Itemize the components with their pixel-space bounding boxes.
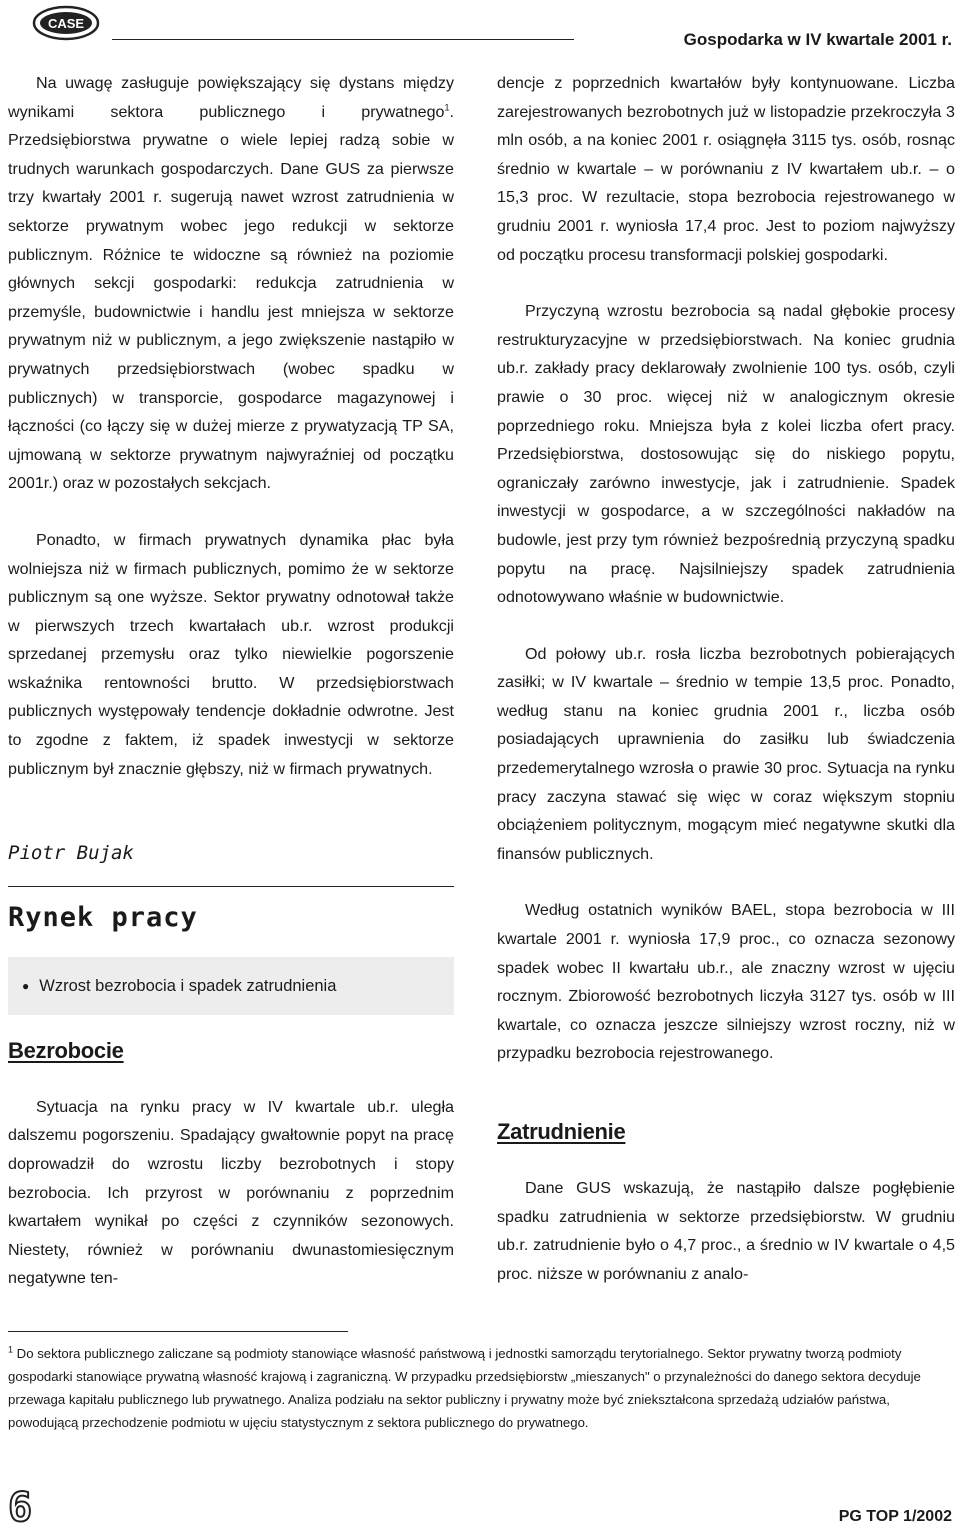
footnote-ref[interactable]: 1	[444, 102, 450, 113]
section-title: Rynek pracy	[8, 901, 198, 933]
paragraph-wages: Ponadto, w firmach prywatnych dynamika płac była wolniejsza niż w firmach publicznych, pomimo że w sektorze publicznym są one wyższe. Sektor prywatny odnotował także w pierwszych trzech kwartałach ub.r. wzrost produkcji sprzedanej przemysłu oraz tylko niewielkie pogorszenie wskaźnika rentowności brutto. W przedsiębiorstwach publicznych występowały tendencje dokładnie odwrotne. Jest to zgodne z faktem, iż spadek inwestycji w sektorze publicznym był znacznie głębszy, niż w firmach prywatnych.	[8, 530, 454, 778]
right-column	[497, 69, 955, 1288]
journal-issue: PG TOP 1/2002	[838, 1508, 952, 1525]
subhead-bezrobocie: Bezrobocie	[8, 1037, 124, 1063]
subhead-zatrudnienie: Zatrudnienie	[497, 1119, 626, 1144]
running-title: Gospodarka w IV kwartale 2001 r.	[683, 30, 952, 49]
paragraph-labour-market: Sytuacja na rynku pracy w IV kwartale ub.r. uległa dalszemu pogorszeniu. Spadający gwałtownie popyt na pracę doprowadził do wzrostu liczby bezrobotnych i stopy bezrobocia. Ich przyrost w porównaniu z poprzednim kwartałem wynikał po części z czynników sezonowych. Niestety, również w porównaniu dwunastomiesięcznym negatywne ten-	[8, 1097, 454, 1288]
page-header	[0, 0, 960, 52]
logo-text: CASE	[47, 16, 85, 31]
footnote-text: Do sektora publicznego zaliczane są podmioty stanowiące własność państwową i jednostki samorządu terytorialnego. Sektor prywatny tworzą podmioty gospodarki stanowiące prywatną własność krajową i zagraniczną. W przypadku przedsiębiorstw „mieszanych" o przynależności do danego sektora decyduje przewaga kapitału publicznego lub prywatnego. Analiza podziału na sektor publiczny i prywatny może być zniekształcona sprzedażą udziałów państwa, powodującą przechodzenie podmiotu w ujęciu statystycznym z sektora publicznego do prywatnego.	[8, 1346, 921, 1430]
left-column	[8, 69, 454, 1293]
header-rule	[112, 39, 574, 40]
paragraph-sector-gap: Na uwagę zasługuje powiększający się dystans między wynikami sektora publicznego i prywatnego$^1$. Przedsiębiorstwa prywatne o wiele lepiej radzą sobie w trudnych warunkach gospodarczych. Dane GUS za pierwsze trzy kwartały 2001 r. sugerują nawet wzrost zatrudnienia w sektorze prywatnym wobec jego redukcji w sektorze publicznym. Różnice te widoczne są również na poziomie głównych sekcji gospodarki: redukcja zatrudnienia w przemyśle, budownictwie i handlu jest mniejsza w sektorze prywatnym niż w publicznym, a jego zwiększenie nastąpiło w prywatnych przedsiębiorstwach (wobec spadku w publicznych) w transporcie, gospodarce magazynowej i łączności (co łączy się w dużej mierze z prywatyzacją TP SA, ujmowaną w sektorze prywatnym najwyraźniej od początku 2001r.) oraz w pozostałych sekcjach.	[8, 74, 454, 493]
bullet-icon: ●	[22, 978, 30, 993]
footnote	[8, 1342, 954, 1434]
section-divider	[8, 886, 454, 887]
paragraph-benefits: Od połowy ub.r. rosła liczba bezrobotnych pobierających zasiłki; w IV kwartale – średnio w tempie 13,5 proc. Ponadto, według stanu na koniec grudnia 2001 r., liczba osób posiadających uprawnienia do zasiłku lub świadczenia przedemerytalnego wzrosła o prawie 30 proc. Sytuacja na rynku pracy zaczyna stawać się więc w coraz większym stopniu obciążeniem politycznym, mogącym mieć negatywne skutki dla finansów publicznych.	[497, 644, 955, 863]
footnote-number: 1	[8, 1344, 14, 1355]
paragraph-employment: Dane GUS wskazują, że nastąpiło dalsze pogłębienie spadku zatrudnienia w sektorze przedsiębiorstw. W grudniu ub.r. zatrudnienie było o 4,7 proc., a średnio w IV kwartale o 4,5 proc. niższe w porównaniu z analo-	[497, 1179, 955, 1283]
footnote-divider	[8, 1331, 348, 1332]
author-name: Piotr Bujak	[8, 842, 134, 865]
highlight-box	[8, 957, 454, 1015]
paragraph-restructuring: Przyczyną wzrostu bezrobocia są nadal głębokie procesy restrukturyzacyjne w przedsiębiorstwach. Na koniec grudnia ub.r. zakłady pracy deklarowały zwolnienie 100 tys. osób, czyli prawie o 30 proc. więcej niż w analogicznym okresie poprzedniego roku. Mniejsza była z kolei liczba ofert pracy. Przedsiębiorstwa, dostosowując się do niskiego popytu, ograniczały zarówno inwestycje, jak i zatrudnienie. Spadek inwestycji w gospodarce, a w szczególności nakładów na budowle, jest przy tym również bezpośrednią przyczyną spadku popytu na pracę. Najsilniejszy spadek zatrudnienia odnotowywano właśnie w budownictwie.	[497, 302, 955, 607]
case-logo	[32, 5, 100, 41]
page-number: 6	[8, 1485, 33, 1531]
paragraph-bael: Według ostatnich wyników BAEL, stopa bezrobocia w III kwartale 2001 r. wyniosła 17,9 proc., co oznacza sezonowy spadek wobec II kwartału ub.r., ale znaczny wzrost w ujęciu rocznym. Zbiorowość bezrobotnych liczyła 3127 tys. osób w III kwartale, co oznacza jeszcze silniejszy wzrost roczny, niż w przypadku bezrobocia rejestrowanego.	[497, 901, 955, 1063]
paragraph-trends-continued: dencje z poprzednich kwartałów były kontynuowane. Liczba zarejestrowanych bezrobotnych już w listopadzie przekroczyła 3 mln osób, a na koniec 2001 r. osiągnęła 3115 tys. osób, rosnąc średnio w kwartale – w porównaniu z IV kwartałem ub.r. – o 15,3 proc. W rezultacie, stopa bezrobocia rejestrowanego w grudniu 2001 r. wyniosła 17,4 proc. Jest to poziom najwyższy od początku procesu transformacji polskiej gospodarki.	[497, 74, 955, 264]
highlight-text: Wzrost bezrobocia i spadek zatrudnienia	[39, 976, 337, 995]
